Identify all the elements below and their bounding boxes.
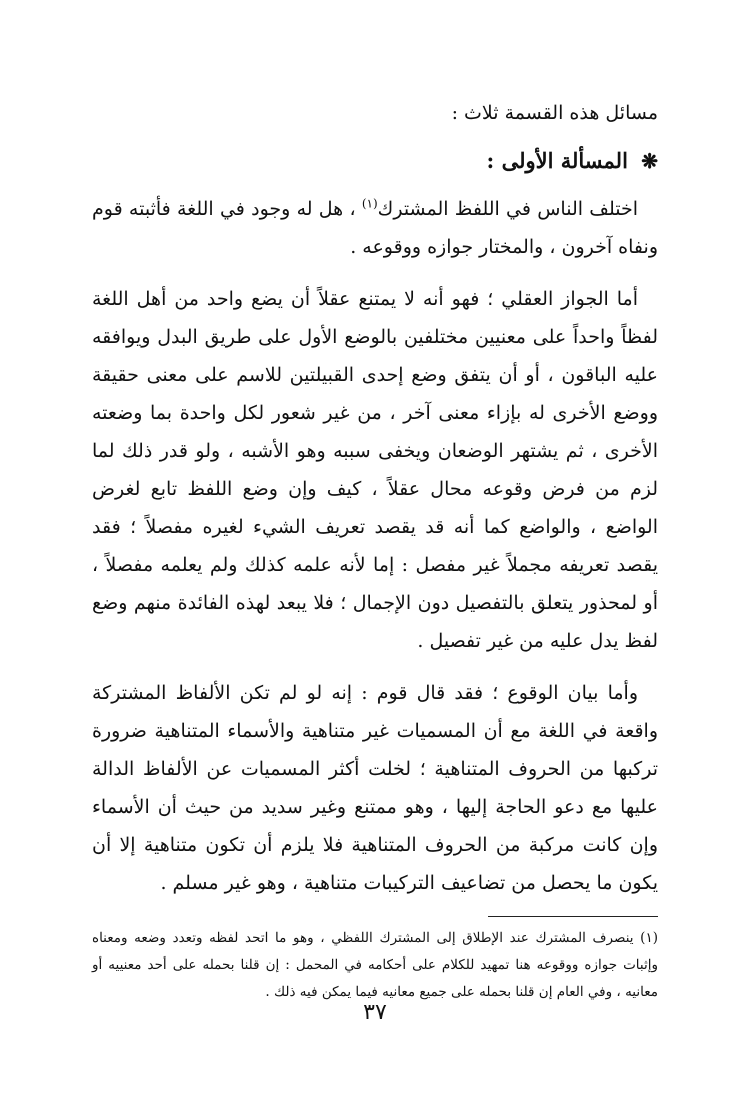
section-intro: مسائل هذه القسمة ثلاث : [451,102,658,124]
footnote-text: (١) ينصرف المشترك عند الإطلاق إلى المشترك اللفظي ، وهو ما اتحد لفظه وتعدد وضعه ومعناه وإثبات جوازه ووقوعه هنا تمهيد للكلام على أحكامه في المحمل : إن قلنا بحمله على أحد معنييه أو معانيه ، وفي العام إن قلنا بحمله على جميع معانيه فيما يمكن فيه ذلك . [92,930,658,1000]
document-page [92,96,658,1006]
issue-heading [92,142,658,180]
issue-heading-title: المسألة الأولى : [486,148,628,173]
footnote-reference: (١) [361,196,378,211]
paragraph-definition-start: اختلف الناس في اللفظ المشترك [377,198,638,220]
paragraph-definition [92,190,658,266]
footnote-divider [488,916,658,917]
asterism-icon: ❋ [641,149,658,173]
paragraph-rational-possibility: أما الجواز العقلي ؛ فهو أنه لا يمتنع عقلاً أن يضع واحد من أهل اللغة لفظاً واحداً على معنيين مختلفين بالوضع الأول على طريق البدل ويوافقه عليه الباقون ، أو أن يتفق وضع إحدى القبيلتين للاسم على معنى حقيقة ووضع الأخرى له بإزاء معنى آخر ، من غير شعور لكل واحدة بما وضعته الأخرى ، ثم يشتهر الوضعان ويخفى سببه وهو الأشبه ، ولو قدر ذلك لما لزم من فرض وقوعه محال عقلاً ، كيف وإن وضع اللفظ تابع لغرض الواضع ، والواضع كما أنه قد يقصد تعريف الشيء لغيره مفصلاً ؛ فقد يقصد تعريفه مجملاً غير مفصل : إما لأنه علمه كذلك ولم يعلمه مفصلاً ، أو لمحذور يتعلق بالتفصيل دون الإجمال ؛ فلا يبعد لهذه الفائدة منهم وضع لفظ يدل عليه من غير تفصيل . [92,288,658,652]
paragraph-definition-rest: ، هل له وجود في اللغة فأثبته قوم ونفاه آخرون ، والمختار جوازه ووقوعه . [92,198,658,258]
page-number: ٣٧ [363,1000,387,1025]
paragraph-occurrence: وأما بيان الوقوع ؛ فقد قال قوم : إنه لو لم تكن الألفاظ المشتركة واقعة في اللغة مع أن المسميات غير متناهية والأسماء المتناهية ضرورة تركبها من الحروف المتناهية ؛ لخلت أكثر المسميات عن الألفاظ الدالة عليها مع دعو الحاجة إليها ، وهو ممتنع وغير سديد من حيث أن الأسماء وإن كانت مركبة من الحروف المتناهية فلا يلزم أن تكون متناهية إلا أن يكون ما يحصل من تضاعيف التركيبات متناهية ، وهو غير مسلم . [92,682,659,894]
